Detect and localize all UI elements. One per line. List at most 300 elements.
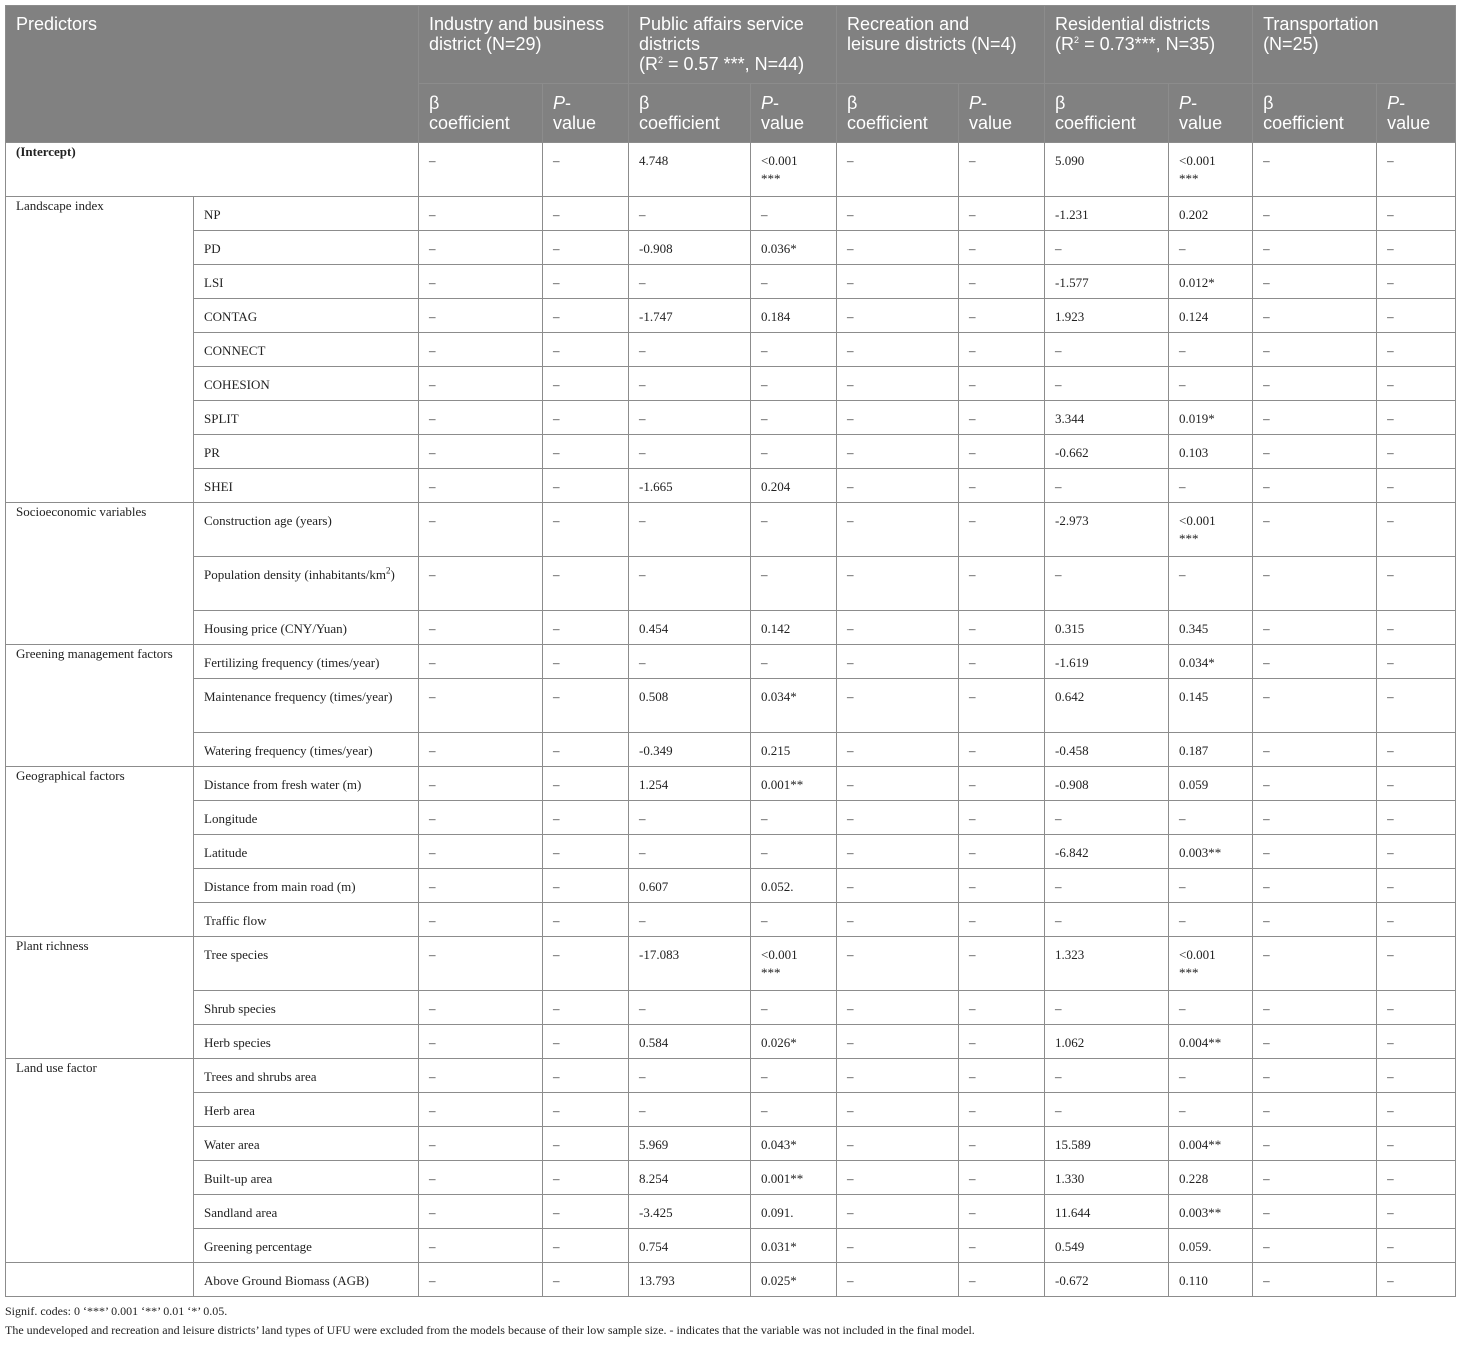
- p-value: 0.004**: [1169, 1025, 1253, 1059]
- table-row: [6, 903, 1456, 937]
- p-value: –: [543, 231, 629, 265]
- p-value: –: [959, 367, 1045, 401]
- p-value: –: [959, 1093, 1045, 1127]
- p-value: –: [751, 1093, 837, 1127]
- p-value: –: [543, 1195, 629, 1229]
- p-dash: -: [981, 93, 988, 113]
- predictor-name: Trees and shrubs area: [194, 1059, 419, 1093]
- p-value: –: [1377, 679, 1456, 733]
- predictor-name: Latitude: [194, 835, 419, 869]
- p-value: –: [751, 801, 837, 835]
- beta-value: –: [419, 333, 543, 367]
- p-value: –: [1169, 333, 1253, 367]
- p-letter: P: [761, 93, 774, 113]
- beta-value: –: [837, 991, 959, 1025]
- p-value-header: [1377, 84, 1456, 143]
- beta-value: –: [1253, 645, 1377, 679]
- beta-value: –: [1253, 991, 1377, 1025]
- group-header-line: Industry and business: [429, 14, 605, 34]
- beta-word: coefficient: [1263, 113, 1344, 133]
- beta-value: –: [1253, 1059, 1377, 1093]
- p-value: –: [543, 333, 629, 367]
- beta-value: –: [1045, 869, 1169, 903]
- p-value: 0.052.: [751, 869, 837, 903]
- beta-value: 0.508: [629, 679, 751, 733]
- beta-value: –: [837, 835, 959, 869]
- p-value: 0.034*: [751, 679, 837, 733]
- p-value: –: [543, 367, 629, 401]
- table-row: [6, 733, 1456, 767]
- predictor-name: Distance from fresh water (m): [194, 767, 419, 801]
- group-header-line: Residential districts: [1055, 14, 1211, 34]
- predictor-group-label: Land use factor: [6, 1059, 194, 1263]
- beta-value: –: [629, 197, 751, 231]
- table-row: [6, 1093, 1456, 1127]
- p-value: –: [1377, 1093, 1456, 1127]
- beta-value: –: [837, 469, 959, 503]
- group-header-recreation: [837, 6, 1045, 84]
- predictor-name: Watering frequency (times/year): [194, 733, 419, 767]
- predictor-name: Tree species: [194, 937, 419, 991]
- beta-value: –: [419, 937, 543, 991]
- beta-value: 0.584: [629, 1025, 751, 1059]
- p-value: 0.012*: [1169, 265, 1253, 299]
- table-row: [6, 143, 1456, 197]
- beta-value: 0.454: [629, 611, 751, 645]
- beta-value: –: [1253, 611, 1377, 645]
- beta-value: -0.908: [1045, 767, 1169, 801]
- beta-value: 1.323: [1045, 937, 1169, 991]
- table-row: [6, 1195, 1456, 1229]
- p-value: –: [959, 835, 1045, 869]
- p-value: –: [959, 1263, 1045, 1297]
- results-table-container: [5, 5, 1455, 1340]
- footnote-signif: Signif. codes: 0 ‘***’ 0.001 ‘**’ 0.01 ‘*’ 0.05.: [5, 1304, 228, 1318]
- beta-value: –: [419, 903, 543, 937]
- p-value: –: [751, 367, 837, 401]
- p-value: –: [1377, 469, 1456, 503]
- predictor-name: Longitude: [194, 801, 419, 835]
- beta-value: 1.062: [1045, 1025, 1169, 1059]
- beta-value: 11.644: [1045, 1195, 1169, 1229]
- predictor-name: SPLIT: [194, 401, 419, 435]
- group-header-line: leisure districts (N=4): [847, 34, 1017, 54]
- table-row: [6, 869, 1456, 903]
- p-value: –: [543, 767, 629, 801]
- p-value: –: [1377, 937, 1456, 991]
- predictor-name: Population density $(inhabitants/km^2)$: [194, 557, 419, 611]
- p-dash: -: [773, 93, 780, 113]
- predictor-name: Construction age (years): [194, 503, 419, 557]
- beta-value: –: [837, 679, 959, 733]
- p-value: –: [543, 557, 629, 611]
- beta-value: –: [837, 1161, 959, 1195]
- beta-value: 1.330: [1045, 1161, 1169, 1195]
- p-value: –: [959, 767, 1045, 801]
- beta-value: 4.748: [629, 143, 751, 197]
- beta-value: –: [419, 469, 543, 503]
- p-value: 0.003**: [1169, 1195, 1253, 1229]
- beta-value: –: [419, 645, 543, 679]
- predictor-name: Maintenance frequency (times/year): [194, 679, 419, 733]
- p-value: –: [959, 1127, 1045, 1161]
- beta-value: –: [419, 1195, 543, 1229]
- footnotes: [5, 1302, 1455, 1340]
- beta-value: –: [837, 231, 959, 265]
- p-value: –: [751, 435, 837, 469]
- p-value: 0.124: [1169, 299, 1253, 333]
- p-value: –: [959, 265, 1045, 299]
- beta-value: -0.458: [1045, 733, 1169, 767]
- p-value: –: [543, 645, 629, 679]
- group-header-line: Transportation: [1263, 14, 1379, 34]
- beta-value: –: [1045, 801, 1169, 835]
- p-value-header: [959, 84, 1045, 143]
- p-value: –: [1169, 557, 1253, 611]
- table-row: [6, 401, 1456, 435]
- beta-value: –: [837, 1229, 959, 1263]
- p-value: –: [1377, 903, 1456, 937]
- beta-value: –: [1045, 333, 1169, 367]
- beta-value: -1.577: [1045, 265, 1169, 299]
- beta-value: –: [837, 143, 959, 197]
- p-letter: P: [969, 93, 982, 113]
- beta-value: –: [629, 503, 751, 557]
- predictor-name: LSI: [194, 265, 419, 299]
- beta-value: –: [1045, 557, 1169, 611]
- p-value: –: [1377, 645, 1456, 679]
- beta-value: –: [1253, 801, 1377, 835]
- beta-symbol: β: [1055, 93, 1066, 113]
- beta-value: –: [419, 231, 543, 265]
- beta-coefficient-header: [629, 84, 751, 143]
- predictor-name: Herb area: [194, 1093, 419, 1127]
- beta-value: 0.549: [1045, 1229, 1169, 1263]
- predictor-name: Herb species: [194, 1025, 419, 1059]
- p-value: –: [1377, 611, 1456, 645]
- regression-table: [5, 5, 1456, 1297]
- table-row: [6, 679, 1456, 733]
- beta-value: –: [837, 401, 959, 435]
- p-value: –: [1377, 435, 1456, 469]
- predictor-name: NP: [194, 197, 419, 231]
- p-value: 0.345: [1169, 611, 1253, 645]
- beta-coefficient-header: [1253, 84, 1377, 143]
- p-value: –: [1377, 1161, 1456, 1195]
- p-value: –: [959, 231, 1045, 265]
- p-value: –: [1377, 1025, 1456, 1059]
- beta-value: –: [419, 801, 543, 835]
- beta-value: -1.231: [1045, 197, 1169, 231]
- p-value: –: [1377, 1059, 1456, 1093]
- group-header-line: Recreation and: [847, 14, 970, 34]
- p-value: 0.026*: [751, 1025, 837, 1059]
- beta-value: -3.425: [629, 1195, 751, 1229]
- beta-value: –: [629, 435, 751, 469]
- predictor-group-label: Geographical factors: [6, 767, 194, 937]
- p-value: –: [959, 503, 1045, 557]
- p-value: 0.004**: [1169, 1127, 1253, 1161]
- beta-value: 0.607: [629, 869, 751, 903]
- beta-value: –: [1253, 143, 1377, 197]
- beta-symbol: β: [429, 93, 440, 113]
- beta-value: 8.254: [629, 1161, 751, 1195]
- p-dash: -: [1191, 93, 1198, 113]
- p-value: –: [543, 1093, 629, 1127]
- p-dash: -: [1399, 93, 1406, 113]
- p-value: 0.019*: [1169, 401, 1253, 435]
- beta-value: –: [837, 367, 959, 401]
- beta-value: –: [419, 197, 543, 231]
- beta-value: –: [1253, 835, 1377, 869]
- beta-value: –: [629, 645, 751, 679]
- p-value: –: [1169, 469, 1253, 503]
- beta-value: –: [419, 1059, 543, 1093]
- p-value: –: [543, 937, 629, 991]
- predictor-group-label: [6, 1263, 194, 1297]
- p-value: –: [1169, 231, 1253, 265]
- group-header-transportation: [1253, 6, 1456, 84]
- predictor-name: PD: [194, 231, 419, 265]
- beta-value: -2.973: [1045, 503, 1169, 557]
- beta-value: –: [1253, 733, 1377, 767]
- p-value: –: [543, 903, 629, 937]
- p-value: 0.001**: [751, 1161, 837, 1195]
- beta-value: –: [1253, 1025, 1377, 1059]
- beta-value: –: [1253, 1195, 1377, 1229]
- p-value: –: [1377, 197, 1456, 231]
- p-letter: P: [553, 93, 566, 113]
- p-value: –: [543, 143, 629, 197]
- predictor-name: PR: [194, 435, 419, 469]
- p-value-header: [543, 84, 629, 143]
- p-value: 0.059: [1169, 767, 1253, 801]
- beta-value: –: [419, 367, 543, 401]
- p-word: value: [553, 113, 597, 133]
- beta-value: –: [837, 333, 959, 367]
- p-value: –: [1377, 1263, 1456, 1297]
- beta-value: –: [419, 1229, 543, 1263]
- beta-value: –: [629, 801, 751, 835]
- p-value: –: [959, 1229, 1045, 1263]
- p-value: –: [1377, 1127, 1456, 1161]
- p-value: –: [751, 333, 837, 367]
- p-value: –: [543, 733, 629, 767]
- table-row: [6, 1059, 1456, 1093]
- table-row: [6, 435, 1456, 469]
- predictor-name: Water area: [194, 1127, 419, 1161]
- beta-value: –: [837, 869, 959, 903]
- beta-value: –: [419, 401, 543, 435]
- predictor-name: COHESION: [194, 367, 419, 401]
- p-value: 0.202: [1169, 197, 1253, 231]
- p-letter: P: [1387, 93, 1400, 113]
- beta-value: –: [1253, 299, 1377, 333]
- p-value: –: [959, 469, 1045, 503]
- p-value: –: [959, 903, 1045, 937]
- p-value: –: [543, 401, 629, 435]
- beta-value: –: [629, 903, 751, 937]
- beta-value: –: [1253, 937, 1377, 991]
- beta-value: -17.083: [629, 937, 751, 991]
- p-value: –: [959, 1195, 1045, 1229]
- p-value: <0.001 ***: [1169, 937, 1253, 991]
- beta-word: coefficient: [429, 113, 510, 133]
- beta-value: –: [419, 503, 543, 557]
- beta-value: –: [629, 265, 751, 299]
- beta-value: -0.349: [629, 733, 751, 767]
- beta-symbol: β: [1263, 93, 1274, 113]
- beta-value: 15.589: [1045, 1127, 1169, 1161]
- beta-value: –: [1253, 333, 1377, 367]
- p-value: –: [543, 1229, 629, 1263]
- p-value: –: [751, 197, 837, 231]
- table-row: [6, 299, 1456, 333]
- p-value: <0.001 ***: [1169, 503, 1253, 557]
- beta-value: 0.754: [629, 1229, 751, 1263]
- table-row: [6, 835, 1456, 869]
- p-value: –: [959, 333, 1045, 367]
- beta-value: –: [629, 835, 751, 869]
- beta-value: 5.969: [629, 1127, 751, 1161]
- p-value: –: [543, 1161, 629, 1195]
- p-value-header: [1169, 84, 1253, 143]
- beta-value: –: [837, 557, 959, 611]
- p-value: –: [959, 1059, 1045, 1093]
- predictor-name: Fertilizing frequency (times/year): [194, 645, 419, 679]
- p-value: –: [1169, 367, 1253, 401]
- p-word: value: [1179, 113, 1223, 133]
- beta-value: –: [837, 1127, 959, 1161]
- beta-value: –: [1253, 265, 1377, 299]
- beta-value: –: [1045, 367, 1169, 401]
- beta-value: 1.923: [1045, 299, 1169, 333]
- p-value: <0.001 ***: [751, 143, 837, 197]
- p-value: 0.142: [751, 611, 837, 645]
- p-value: –: [751, 991, 837, 1025]
- predictor-name: Above Ground Biomass (AGB): [194, 1263, 419, 1297]
- p-value: 0.003**: [1169, 835, 1253, 869]
- beta-value: –: [1253, 679, 1377, 733]
- beta-value: -0.662: [1045, 435, 1169, 469]
- p-value: 0.184: [751, 299, 837, 333]
- p-value: –: [1377, 767, 1456, 801]
- p-word: value: [761, 113, 805, 133]
- p-word: value: [969, 113, 1013, 133]
- p-value: –: [959, 1025, 1045, 1059]
- beta-value: –: [419, 611, 543, 645]
- p-value: –: [1377, 333, 1456, 367]
- beta-value: –: [419, 265, 543, 299]
- table-row: [6, 645, 1456, 679]
- p-value: –: [543, 835, 629, 869]
- beta-value: –: [1045, 903, 1169, 937]
- beta-value: –: [629, 367, 751, 401]
- p-value: –: [543, 197, 629, 231]
- p-value: 0.059.: [1169, 1229, 1253, 1263]
- p-value: –: [543, 991, 629, 1025]
- beta-word: coefficient: [847, 113, 928, 133]
- p-value: –: [543, 1263, 629, 1297]
- p-value: <0.001 ***: [751, 937, 837, 991]
- p-value: –: [543, 679, 629, 733]
- table-row: [6, 937, 1456, 991]
- beta-value: –: [1045, 231, 1169, 265]
- beta-value: –: [1045, 991, 1169, 1025]
- beta-value: –: [837, 937, 959, 991]
- group-header-public-affairs: [629, 6, 837, 84]
- beta-value: –: [629, 401, 751, 435]
- p-value: –: [1377, 1229, 1456, 1263]
- group-header-residential: [1045, 6, 1253, 84]
- beta-value: -0.908: [629, 231, 751, 265]
- beta-value: –: [837, 435, 959, 469]
- beta-value: –: [419, 435, 543, 469]
- beta-value: –: [419, 1025, 543, 1059]
- beta-value: 0.642: [1045, 679, 1169, 733]
- p-value: 0.025*: [751, 1263, 837, 1297]
- p-value: 0.215: [751, 733, 837, 767]
- p-value: –: [1377, 557, 1456, 611]
- predictor-group-label: Plant richness: [6, 937, 194, 1059]
- predictors-header: Predictors: [6, 6, 419, 143]
- beta-value: –: [837, 265, 959, 299]
- predictor-group-label: Greening management factors: [6, 645, 194, 767]
- beta-value: –: [1253, 1127, 1377, 1161]
- beta-value: –: [837, 503, 959, 557]
- p-value: –: [1377, 801, 1456, 835]
- p-value: –: [751, 503, 837, 557]
- p-value: –: [1377, 265, 1456, 299]
- predictor-name: Built-up area: [194, 1161, 419, 1195]
- table-row: [6, 611, 1456, 645]
- p-value: –: [1169, 869, 1253, 903]
- table-row: [6, 767, 1456, 801]
- predictor-name: Greening percentage: [194, 1229, 419, 1263]
- beta-value: –: [837, 1025, 959, 1059]
- p-value: –: [543, 869, 629, 903]
- beta-value: –: [837, 1093, 959, 1127]
- beta-value: –: [837, 903, 959, 937]
- p-value: –: [543, 469, 629, 503]
- beta-value: -1.619: [1045, 645, 1169, 679]
- p-value: –: [543, 801, 629, 835]
- beta-value: –: [837, 733, 959, 767]
- beta-value: –: [1253, 767, 1377, 801]
- p-dash: -: [565, 93, 572, 113]
- beta-value: –: [837, 801, 959, 835]
- beta-value: –: [1253, 503, 1377, 557]
- beta-value: –: [419, 1127, 543, 1161]
- beta-value: –: [419, 1161, 543, 1195]
- p-value: –: [751, 557, 837, 611]
- predictor-name: Sandland area: [194, 1195, 419, 1229]
- p-value: –: [959, 801, 1045, 835]
- beta-value: –: [1253, 435, 1377, 469]
- p-value: <0.001 ***: [1169, 143, 1253, 197]
- beta-value: –: [1253, 903, 1377, 937]
- p-letter: P: [1179, 93, 1192, 113]
- beta-value: –: [629, 1059, 751, 1093]
- beta-value: –: [1253, 557, 1377, 611]
- p-value: –: [959, 869, 1045, 903]
- beta-value: -0.672: [1045, 1263, 1169, 1297]
- p-value: –: [543, 1059, 629, 1093]
- p-value: –: [751, 645, 837, 679]
- p-value: 0.091.: [751, 1195, 837, 1229]
- beta-value: –: [837, 767, 959, 801]
- beta-value: –: [837, 299, 959, 333]
